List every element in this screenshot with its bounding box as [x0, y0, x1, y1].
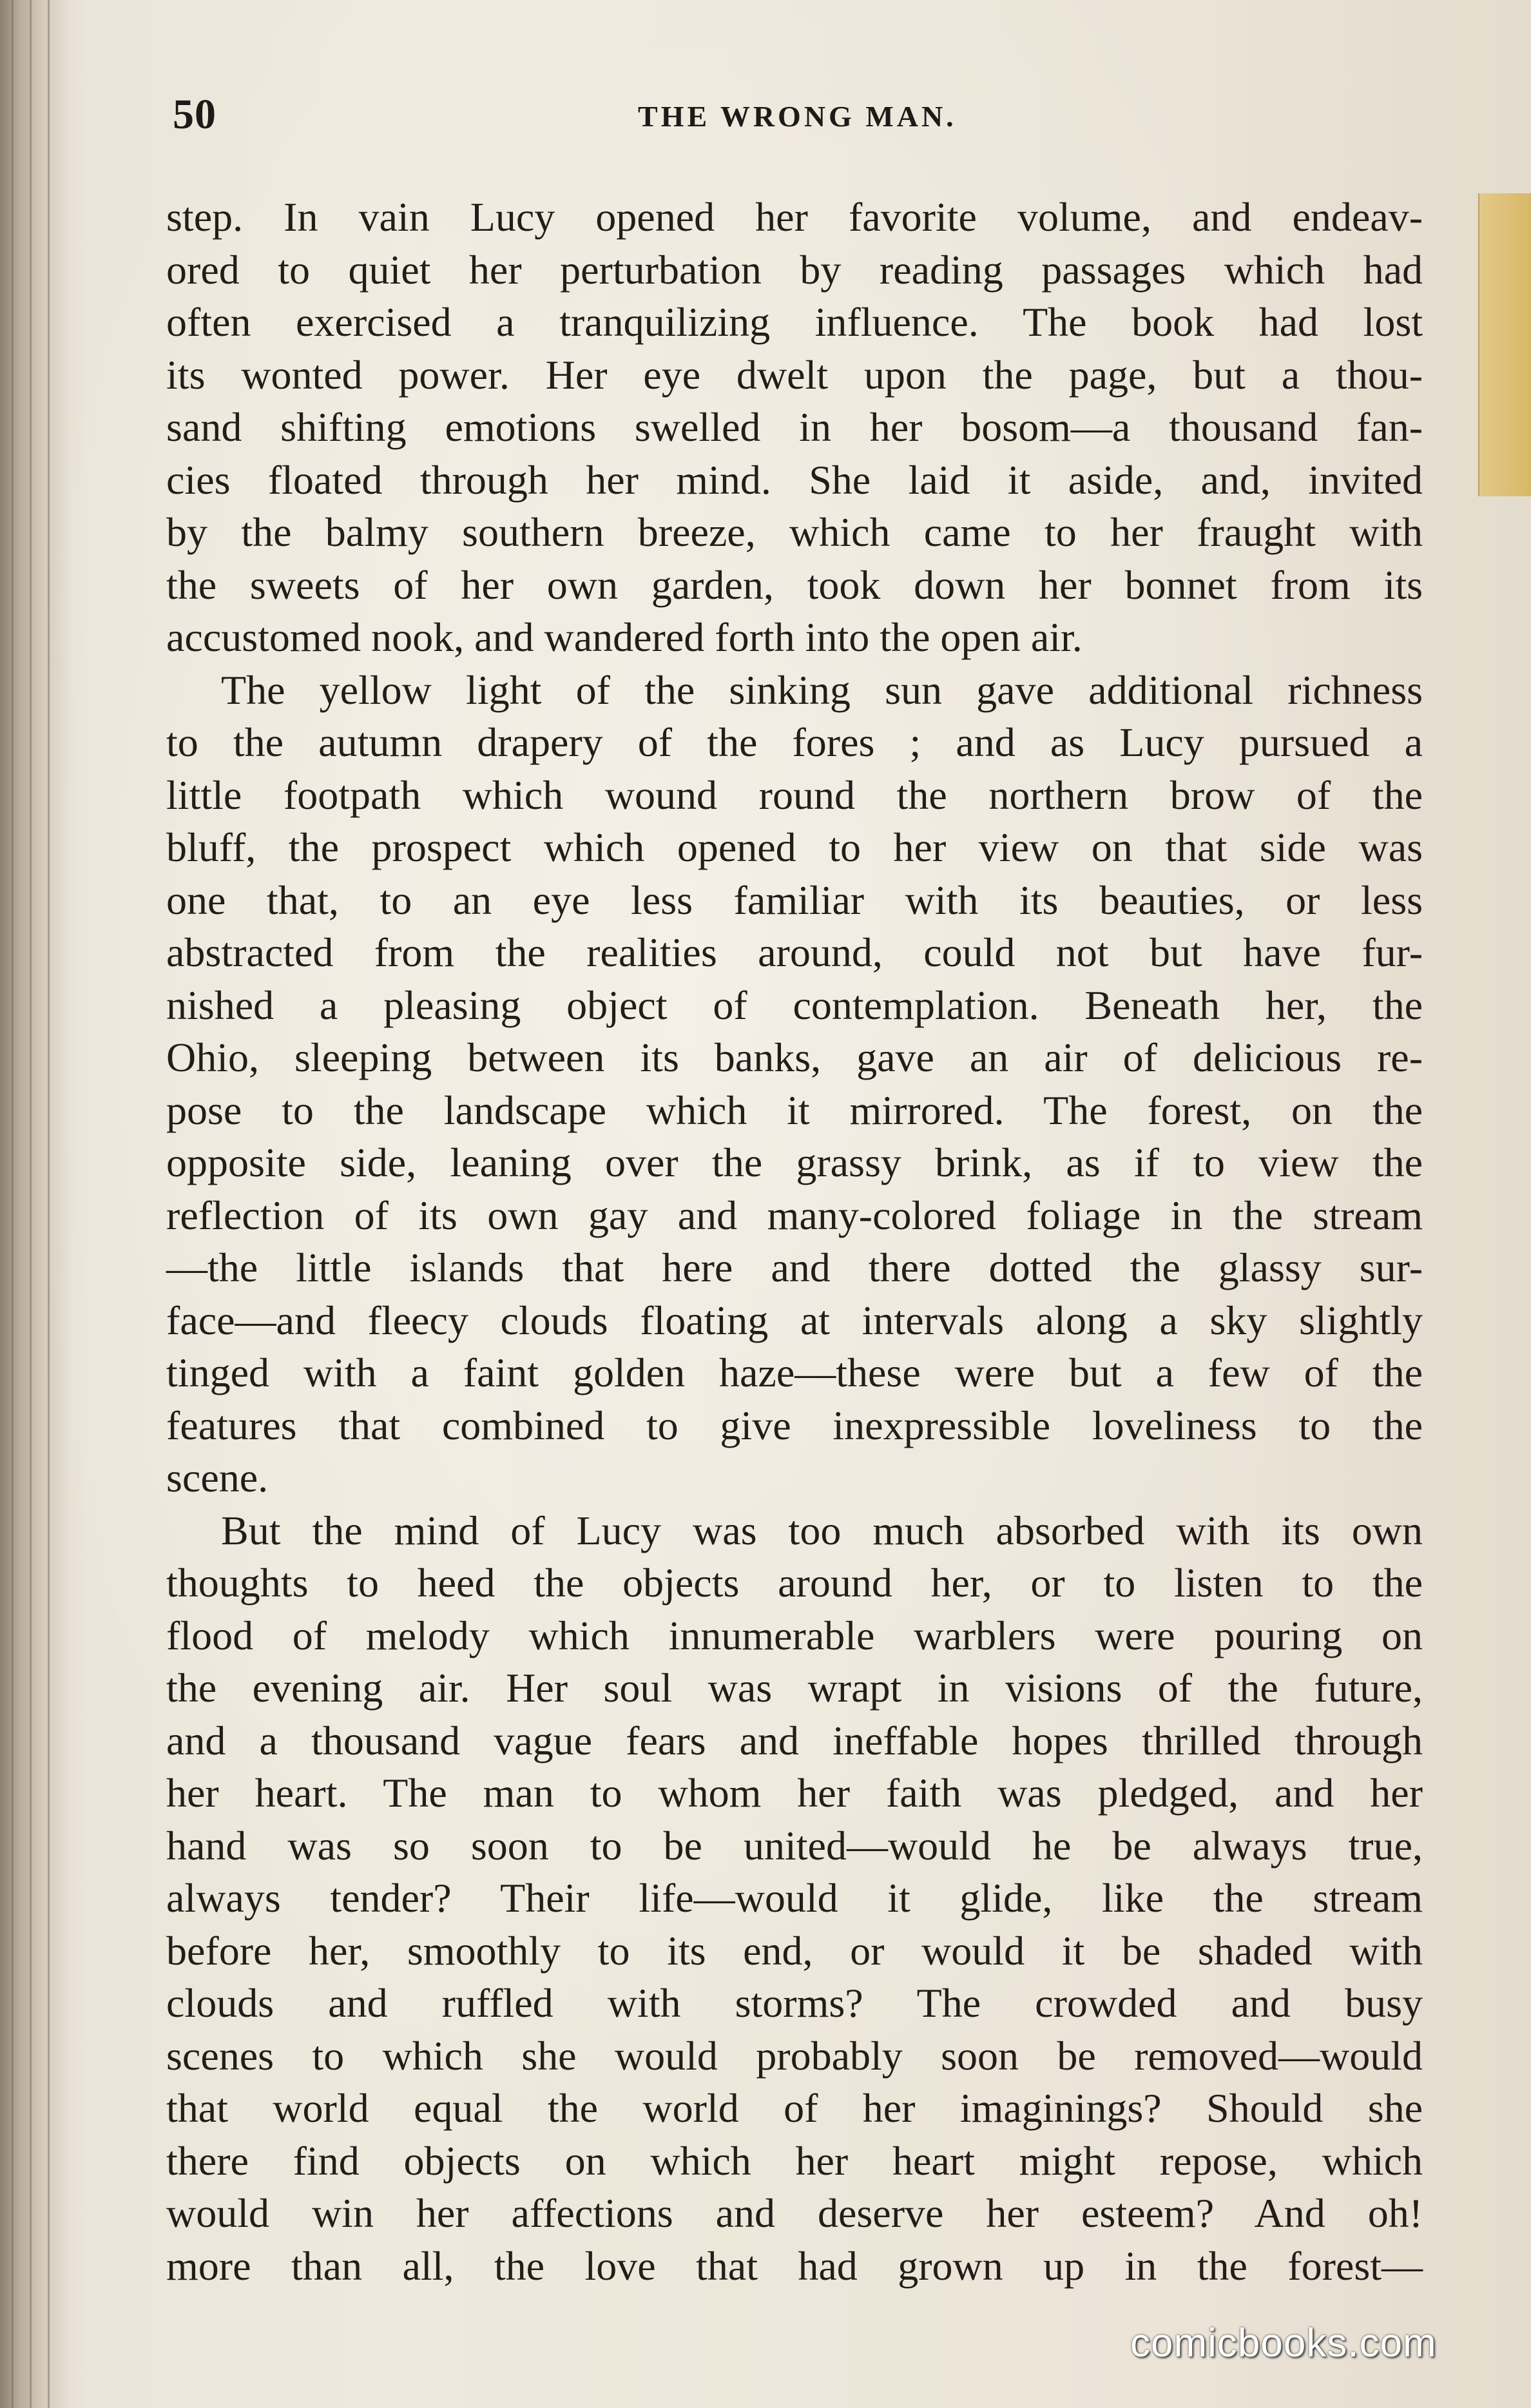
watermark: comicbooks.com: [1130, 2321, 1437, 2365]
text-line: cies floated through her mind. She laid it aside, and, invited: [166, 456, 1423, 503]
text-line: hand was so soon to be united—would he be always true,: [166, 1822, 1423, 1869]
text-line: by the balmy southern breeze, which came to her fraught with: [166, 509, 1423, 555]
text-line: one that, to an eye less familiar with its beauties, or less: [166, 877, 1423, 923]
gutter-edge-line: [12, 0, 14, 2408]
text-line: bluff, the prospect which opened to her view on that side was: [166, 824, 1423, 870]
text-line: to the autumn drapery of the fores ; and as Lucy pursued a: [166, 719, 1423, 765]
text-line: often exercised a tranquilizing influence. The book had lost: [166, 299, 1423, 345]
text-line: little footpath which wound round the northern brow of the: [166, 772, 1423, 818]
text-line: clouds and ruffled with storms? The crowded and busy: [166, 1980, 1423, 2026]
text-line: But the mind of Lucy was too much absorbed with its own: [221, 1507, 1423, 1553]
text-line: there find objects on which her heart might repose, which: [166, 2137, 1423, 2184]
text-line: the evening air. Her soul was wrapt in visions of the future,: [166, 1665, 1423, 1711]
gutter-edge-line: [48, 0, 50, 2408]
body-text: [166, 191, 1423, 2292]
text-line: abstracted from the realities around, could not but have fur-: [166, 929, 1423, 975]
text-line: —the little islands that here and there dotted the glassy sur-: [166, 1245, 1423, 1290]
text-line: always tender? Their life—would it glide, like the stream: [166, 1875, 1423, 1921]
text-line: The yellow light of the sinking sun gave additional richness: [221, 666, 1423, 713]
text-line: flood of melody which innumerable warblers were pouring on: [166, 1612, 1423, 1658]
text-line: step. In vain Lucy opened her favorite volume, and endeav-: [166, 194, 1423, 240]
running-head: THE WRONG MAN.: [638, 100, 957, 133]
text-line: more than all, the love that had grown up in the forest—: [166, 2242, 1423, 2289]
text-line: scene.: [166, 1455, 269, 1500]
paper-tab-marker: [1478, 193, 1531, 496]
text-line: the sweets of her own garden, took down her bonnet from its: [166, 561, 1423, 608]
text-line: ored to quiet her perturbation by reading passages which had: [166, 246, 1423, 293]
page-gutter: [0, 0, 71, 2408]
text-line: that world equal the world of her imaginings? Should she: [166, 2085, 1423, 2131]
text-line: would win her affections and deserve her esteem? And oh!: [166, 2190, 1423, 2236]
text-line: reflection of its own gay and many-colored foliage in the stream: [166, 1192, 1423, 1238]
text-line: nished a pleasing object of contemplation. Beneath her, the: [166, 982, 1423, 1028]
text-line: pose to the landscape which it mirrored. The forest, on the: [166, 1087, 1423, 1133]
text-line: features that combined to give inexpressible loveliness to the: [166, 1402, 1423, 1448]
text-line: scenes to which she would probably soon be removed—would: [166, 2032, 1423, 2079]
text-line: its wonted power. Her eye dwelt upon the page, but a thou-: [166, 351, 1423, 398]
text-line: accustomed nook, and wandered forth into the open air.: [166, 614, 1083, 660]
text-line: and a thousand vague fears and ineffable hopes thrilled through: [166, 1717, 1423, 1763]
text-line: opposite side, leaning over the grassy brink, as if to view the: [166, 1140, 1423, 1185]
gutter-edge-line: [30, 0, 32, 2408]
text-line: tinged with a faint golden haze—these were but a few of the: [166, 1350, 1423, 1395]
text-line: before her, smoothly to its end, or would it be shaded with: [166, 1927, 1423, 1974]
page-number: 50: [173, 91, 217, 138]
text-line: face—and fleecy clouds floating at intervals along a sky slightly: [166, 1297, 1423, 1343]
text-line: thoughts to heed the objects around her, or to listen to the: [166, 1560, 1423, 1606]
text-line: her heart. The man to whom her faith was pledged, and her: [166, 1770, 1423, 1816]
text-line: sand shifting emotions swelled in her bosom—a thousand fan-: [166, 404, 1423, 450]
text-line: Ohio, sleeping between its banks, gave an air of delicious re-: [166, 1034, 1423, 1080]
